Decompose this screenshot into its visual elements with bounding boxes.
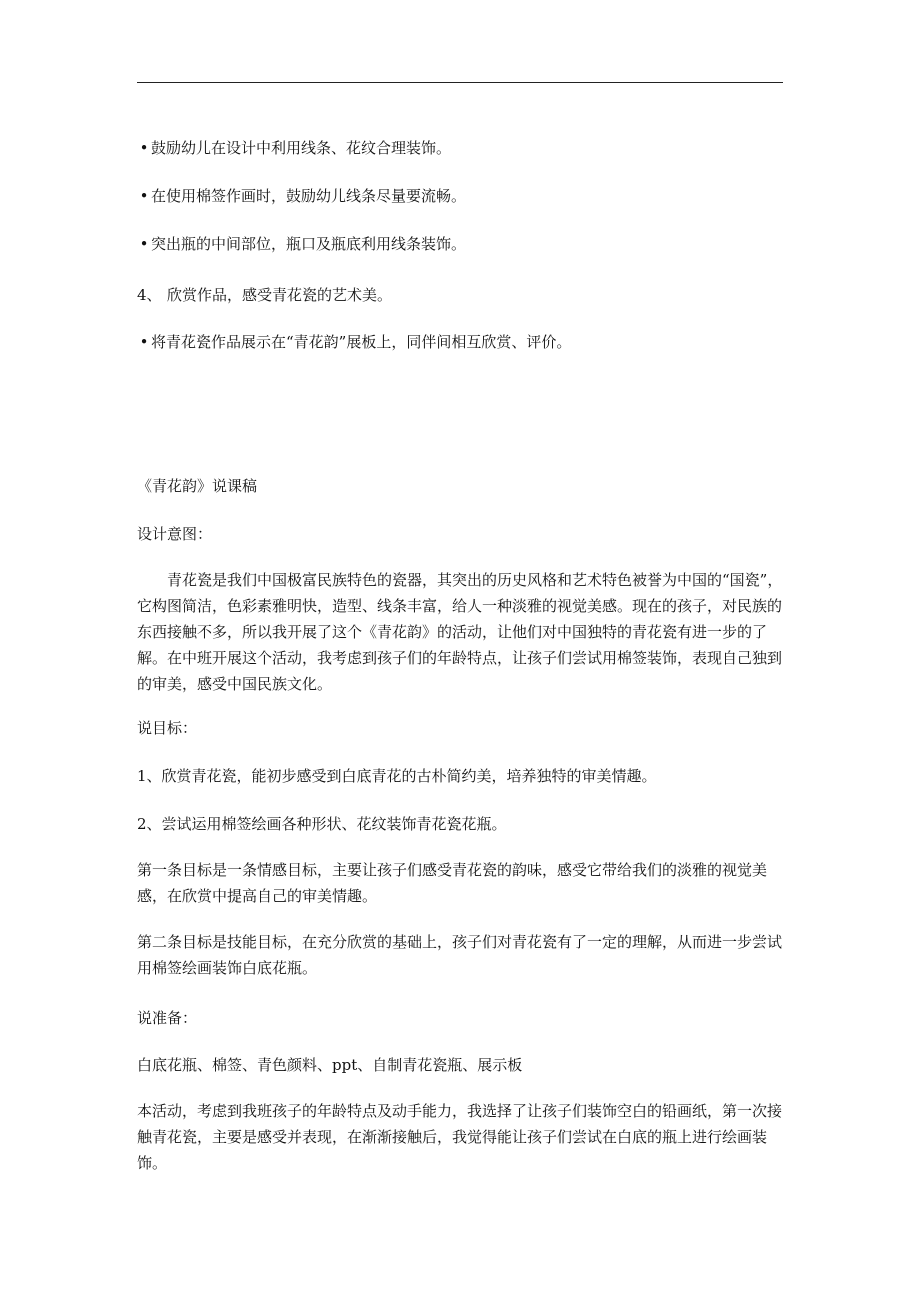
goal-item: 1、欣赏青花瓷，能初步感受到白底青花的古朴简约美，培养独特的审美情趣。 (137, 767, 657, 785)
goal-explanation: 第一条目标是一条情感目标，主要让孩子们感受青花瓷的韵味，感受它带给我们的淡雅的视觉美感，在欣赏中提高自己的审美情趣。 (137, 861, 768, 905)
bullet-icon: • (139, 235, 149, 253)
bullet-icon: • (139, 333, 149, 351)
materials-list: 白底花瓶、棉签、青色颜料、ppt、自制青花瓷瓶、展示板 (137, 1056, 523, 1074)
list-item (137, 332, 787, 352)
bullet-icon: • (139, 139, 149, 157)
step-number: 4、 (137, 286, 162, 304)
bullet-text: 在使用棉签作画时，鼓励幼儿线条尽量要流畅。 (151, 187, 467, 205)
header-rule (137, 82, 783, 83)
prep-explanation: 本活动，考虑到我班孩子的年龄特点及动手能力，我选择了让孩子们装饰空白的铅画纸，第一次接触青花瓷，主要是感受并表现，在渐渐接触后，我觉得能让孩子们尝试在白底的瓶上进行绘画装饰。 (137, 1102, 783, 1172)
goal-explanation: 第二条目标是技能目标，在充分欣赏的基础上，孩子们对青花瓷有了一定的理解，从而进一步尝试用棉签绘画装饰白底花瓶。 (137, 933, 783, 977)
section-heading: 设计意图： (137, 525, 213, 543)
goal-item: 2、尝试运用棉签绘画各种形状、花纹装饰青花瓷花瓶。 (137, 815, 507, 833)
step-heading (137, 285, 787, 305)
list-item (137, 234, 787, 254)
bullet-text: 突出瓶的中间部位，瓶口及瓶底利用线条装饰。 (151, 235, 467, 253)
list-item (137, 138, 787, 158)
section-heading: 说准备： (137, 1009, 198, 1027)
bullet-text: 将青花瓷作品展示在“青花韵”展板上，同伴间相互欣赏、评价。 (151, 333, 572, 351)
bullet-text: 鼓励幼儿在设计中利用线条、花纹合理装饰。 (151, 139, 452, 157)
bullet-icon: • (139, 187, 149, 205)
design-paragraph: 青花瓷是我们中国极富民族特色的瓷器，其突出的历史风格和艺术特色被誉为中国的“国瓷”，它构图简洁，色彩素雅明快，造型、线条丰富，给人一种淡雅的视觉美感。现在的孩子，对民族的东西接触不多，所以我开展了这个《青花韵》的活动，让他们对中国独特的青花瓷有进一步的了解。在中班开展这个活动，我考虑到孩子们的年龄特点，让孩子们尝试用棉签装饰，表现自己独到的审美，感受中国民族文化。 (137, 571, 783, 693)
list-item (137, 186, 787, 206)
step-text: 欣赏作品，感受青花瓷的艺术美。 (167, 286, 393, 304)
section-heading: 说目标： (137, 719, 198, 737)
document-title: 《青花韵》说课稿 (137, 477, 258, 495)
